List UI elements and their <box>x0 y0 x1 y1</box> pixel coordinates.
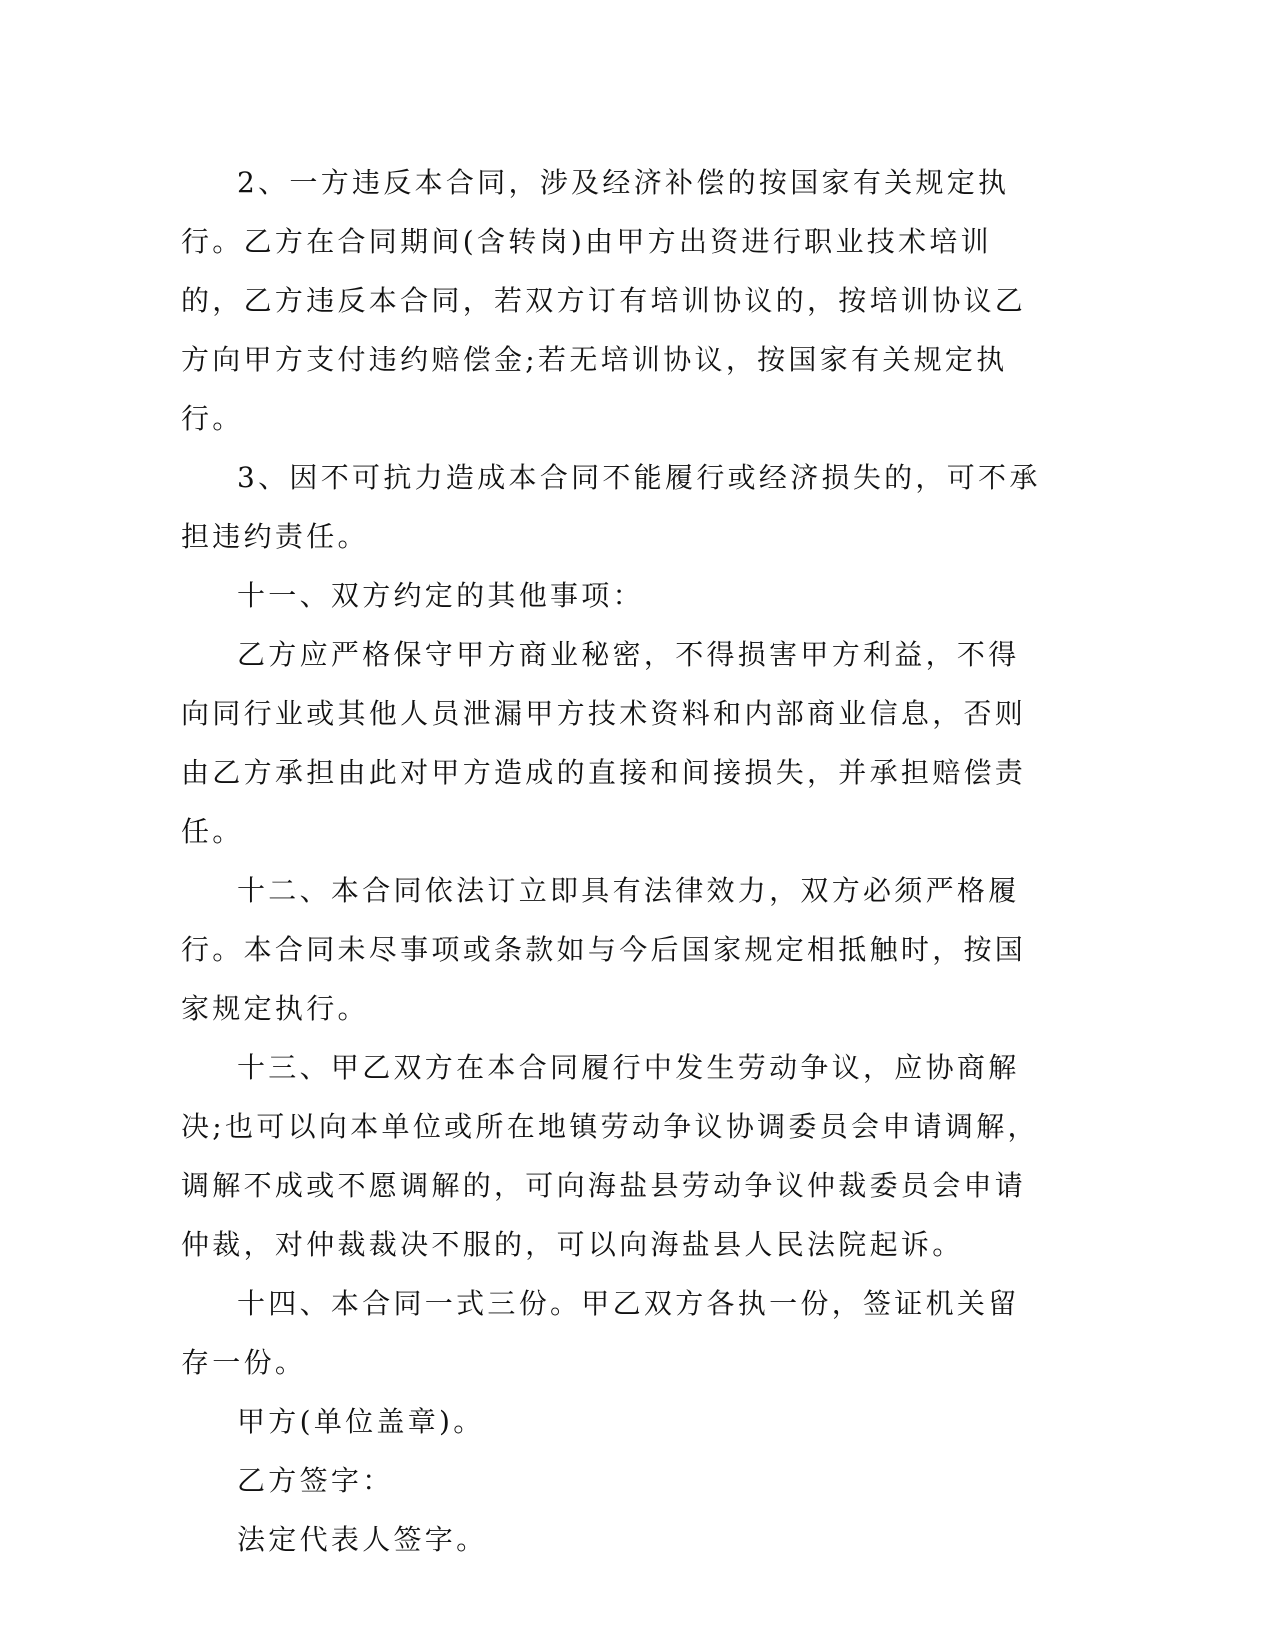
paragraph-dispute-resolution-clause: 十三、甲乙双方在本合同履行中发生劳动争议，应协商解决;也可以向本单位或所在地镇劳动争议协调委员会申请调解，调解不成或不愿调解的，可向海盐县劳动争议仲裁委员会申请仲裁，对仲裁裁决不服的，可以向海盐县人民法院起诉。 <box>181 1051 1039 1261</box>
document-body <box>181 153 1041 1569</box>
signature-legal-representative: 法定代表人签字。 <box>237 1523 488 1556</box>
paragraph-legal-effect-clause: 十二、本合同依法订立即具有法律效力，双方必须严格履行。本合同未尽事项或条款如与今后国家规定相抵触时，按国家规定执行。 <box>181 874 1027 1025</box>
signature-party-a: 甲方(单位盖章)。 <box>237 1405 485 1438</box>
paragraph-confidentiality-clause: 乙方应严格保守甲方商业秘密，不得损害甲方利益，不得向同行业或其他人员泄漏甲方技术资料和内部商业信息，否则由乙方承担由此对甲方造成的直接和间接损失，并承担赔偿责任。 <box>181 638 1027 848</box>
paragraph-compensation-clause: 2、一方违反本合同，涉及经济补偿的按国家有关规定执行。乙方在合同期间(含转岗)由甲方出资进行职业技术培训的，乙方违反本合同，若双方订有培训协议的，按培训协议乙方向甲方支付违约赔偿金;若无培训协议，按国家有关规定执行。 <box>181 166 1027 435</box>
paragraph-copies-clause: 十四、本合同一式三份。甲乙双方各执一份，签证机关留存一份。 <box>181 1287 1020 1379</box>
paragraph-force-majeure-clause: 3、因不可抗力造成本合同不能履行或经济损失的，可不承担违约责任。 <box>181 461 1041 553</box>
signature-party-b: 乙方签字： <box>237 1464 394 1497</box>
paragraph-other-matters-heading: 十一、双方约定的其他事项： <box>237 579 644 612</box>
